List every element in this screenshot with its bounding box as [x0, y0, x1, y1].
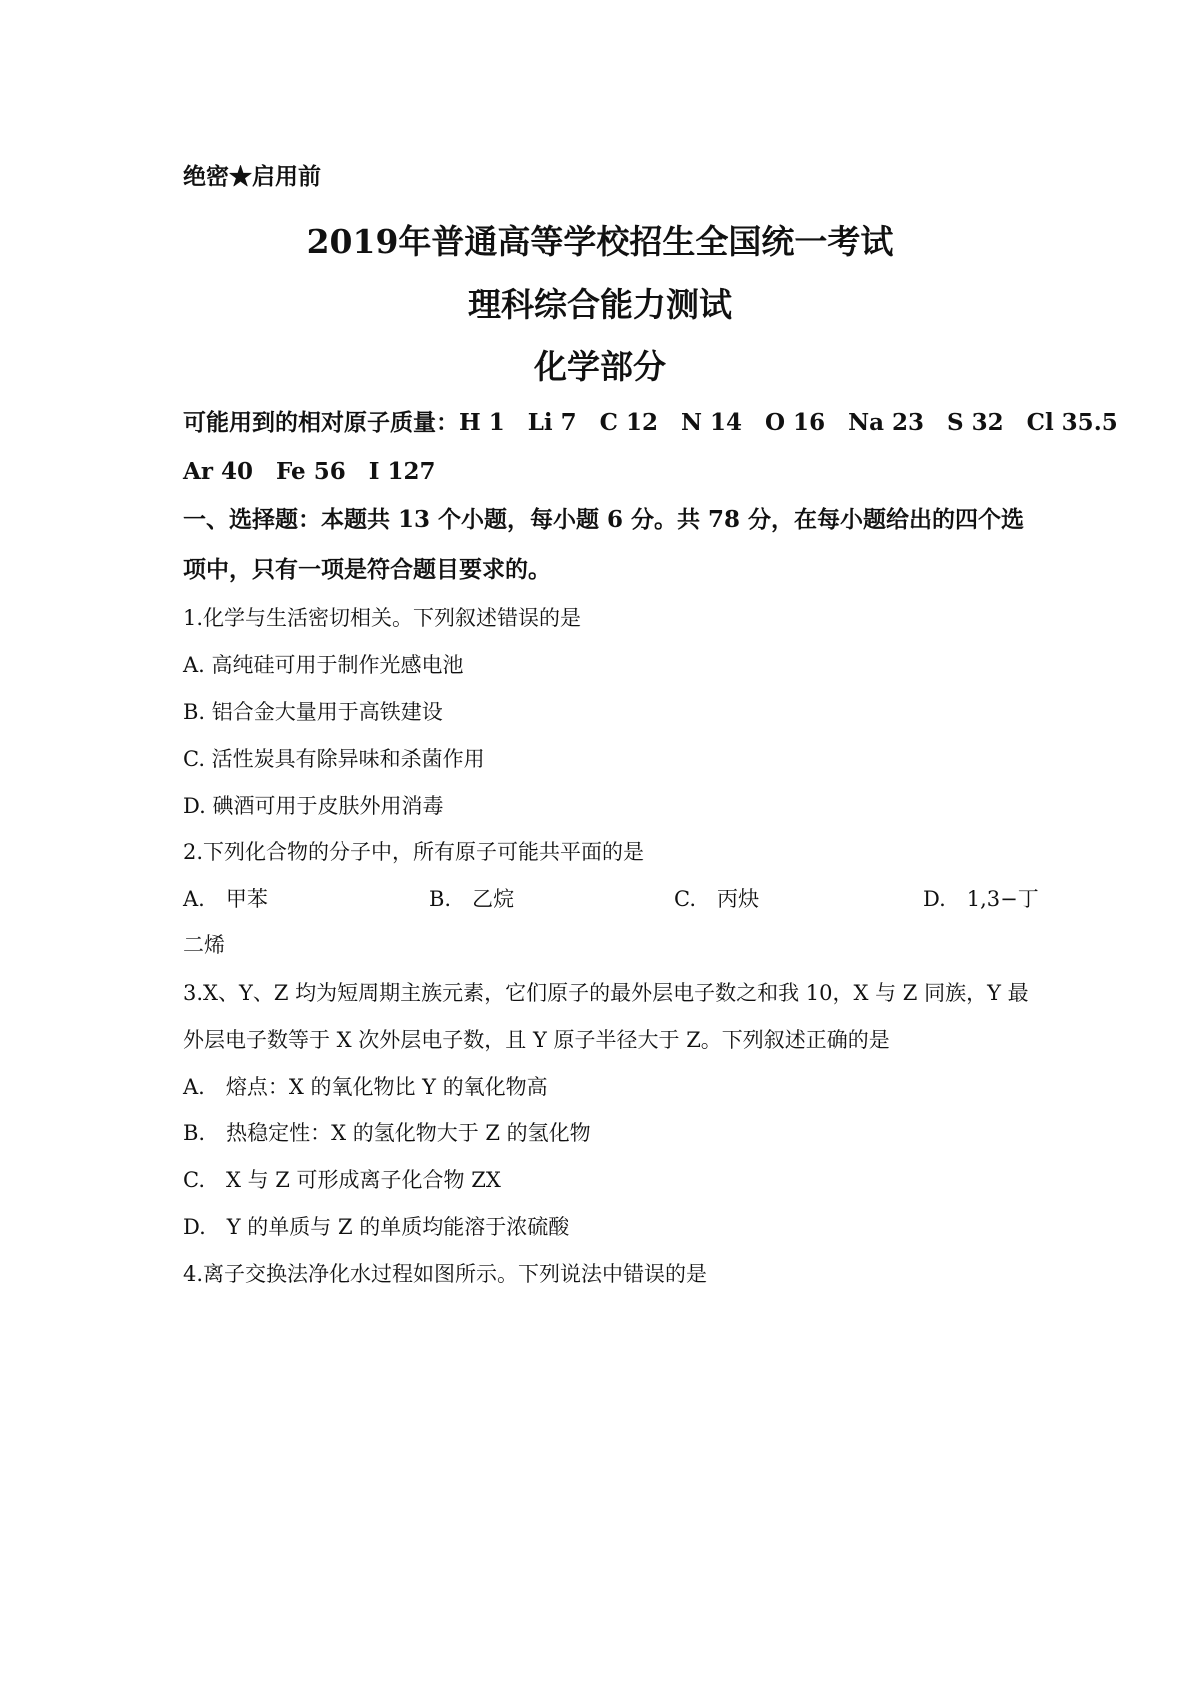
atomic-masses-line-2: Ar 40 Fe 56 I 127 [183, 458, 436, 485]
question-3-stem-line-1: 3.X、Y、Z 均为短周期主族元素，它们原子的最外层电子数之和我 10，X 与 Z 同族，Y 最 [183, 981, 1029, 1005]
question-3-option-d: D. Y 的单质与 Z 的单质均能溶于浓硫酸 [183, 1215, 570, 1239]
question-2-option-c: C. 丙炔 [674, 887, 759, 911]
question-2-option-d-wrap: 二烯 [183, 933, 225, 957]
question-3-option-a: A. 熔点：X 的氧化物比 Y 的氧化物高 [183, 1075, 548, 1099]
question-1-option-a: A. 高纯硅可用于制作光感电池 [183, 653, 464, 677]
question-3-option-b: B. 热稳定性：X 的氢化物大于 Z 的氢化物 [183, 1121, 591, 1145]
question-2-option-d: D. 1,3−丁 [923, 887, 1039, 911]
section-instructions-line-1: 一、选择题：本题共 13 个小题，每小题 6 分。共 78 分，在每小题给出的四个选 [183, 506, 1025, 533]
exam-title: 2019年普通高等学校招生全国统一考试 [306, 222, 894, 261]
section-instructions-line-2: 项中，只有一项是符合题目要求的。 [183, 556, 551, 583]
exam-subtitle: 理科综合能力测试 [468, 285, 732, 324]
question-1-stem: 1.化学与生活密切相关。下列叙述错误的是 [183, 606, 582, 630]
question-2-options [183, 884, 1039, 914]
question-1-option-c: C. 活性炭具有除异味和杀菌作用 [183, 747, 485, 771]
question-2-option-a: A. 甲苯 [183, 887, 268, 911]
question-1-option-b: B. 铝合金大量用于高铁建设 [183, 700, 443, 724]
question-4-stem: 4.离子交换法净化水过程如图所示。下列说法中错误的是 [183, 1262, 708, 1286]
question-3-option-c: C. X 与 Z 可形成离子化合物 ZX [183, 1168, 501, 1192]
exam-part-title: 化学部分 [534, 347, 666, 386]
atomic-masses-line-1: 可能用到的相对原子质量：H 1 Li 7 C 12 N 14 O 16 Na 23 S 32 Cl 35.5 [183, 409, 1118, 436]
secret-label: 绝密★启用前 [183, 163, 321, 190]
question-2-stem: 2.下列化合物的分子中，所有原子可能共平面的是 [183, 840, 645, 864]
question-1-option-d: D. 碘酒可用于皮肤外用消毒 [183, 794, 444, 818]
question-3-stem-line-2: 外层电子数等于 X 次外层电子数，且 Y 原子半径大于 Z。下列叙述正确的是 [183, 1028, 890, 1052]
question-2-option-b: B. 乙烷 [429, 887, 515, 911]
